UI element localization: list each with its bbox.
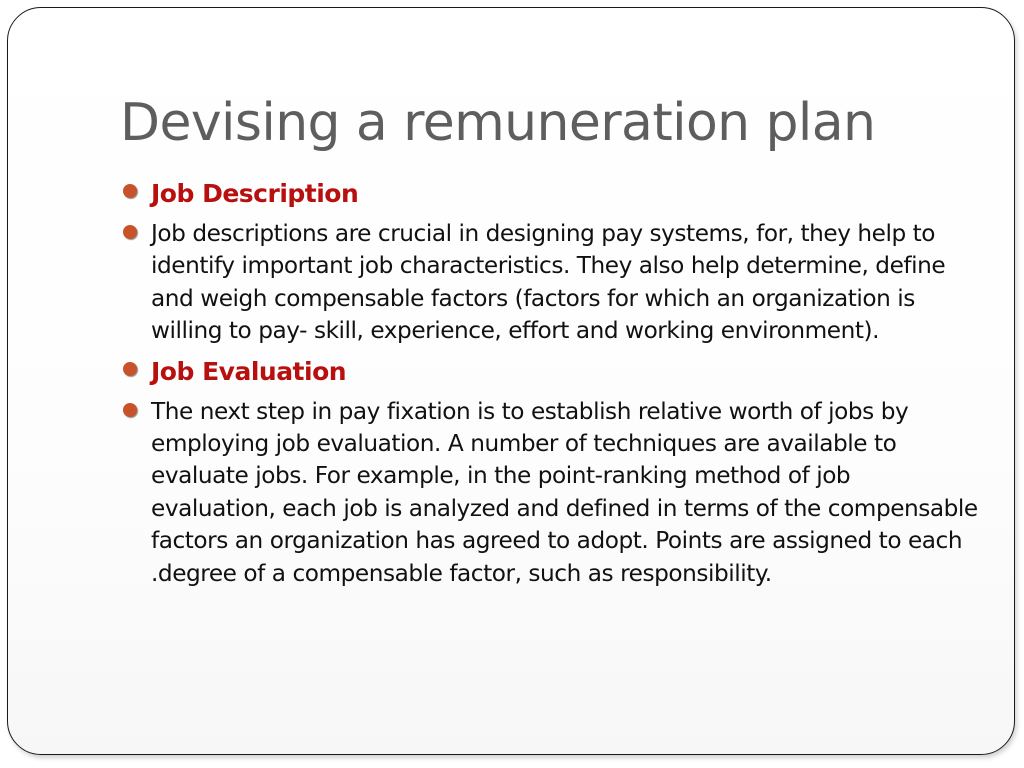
bullet-body-text: Job descriptions are crucial in designing pay systems, for, they help to identify important job characteristics. They also help determine, define and weigh compensable factors (factors for which an organization is willing to pay- skill, experience, effort and working environment). [151,220,946,345]
bullet-list [120,176,980,596]
bullet-dot-icon [123,225,137,239]
bullet-item-job-description [120,176,980,212]
bullet-dot-icon [123,362,137,376]
bullet-heading: Job Evaluation [151,356,347,386]
bullet-heading: Job Description [151,179,359,208]
bullet-item-job-evaluation-text [120,396,980,590]
bullet-body-text: The next step in pay fixation is to establish relative worth of jobs by employing job evaluation. A number of techniques are available to evaluate jobs. For example, in the point-ranking method of job evaluation, each job is analyzed and defined in terms of the compensable factors an organization has agreed to adopt. Points are assigned to each .degree of a compensable factor, such as responsibility. [151,397,978,587]
bullet-dot-icon [123,403,137,417]
bullet-dot-icon [123,184,137,198]
slide [7,7,1015,755]
slide-title: Devising a remuneration plan [120,93,876,153]
bullet-item-job-evaluation [120,354,980,390]
bullet-item-job-description-text [120,218,980,348]
